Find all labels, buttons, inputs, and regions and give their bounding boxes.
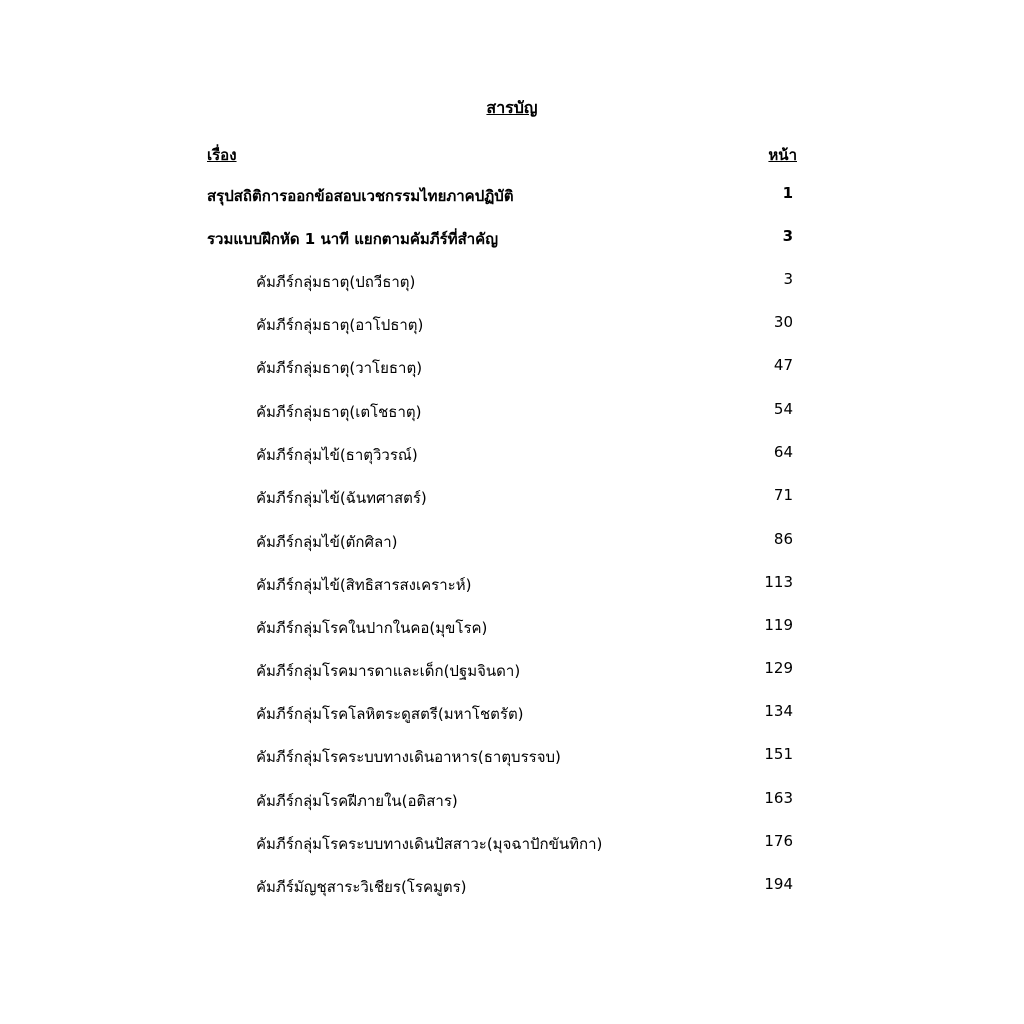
toc-item-row bbox=[0, 356, 1024, 380]
toc-item-page: 113 bbox=[764, 573, 793, 591]
toc-item-label: คัมภีร์กลุ่มธาตุ(ปถวีธาตุ) bbox=[256, 273, 416, 291]
toc-item-page: 64 bbox=[773, 443, 793, 461]
toc-item-page: 54 bbox=[773, 400, 793, 418]
toc-item-label: คัมภีร์กลุ่มไข้(สิทธิสารสงเคราะห์) bbox=[256, 576, 472, 594]
toc-item-page: 151 bbox=[764, 745, 793, 763]
toc-item-label: คัมภีร์กลุ่มไข้(ฉันทศาสตร์) bbox=[256, 489, 427, 507]
toc-item-row bbox=[0, 573, 1024, 597]
toc-item-label: คัมภีร์กลุ่มไข้(ธาตุวิวรณ์) bbox=[256, 446, 418, 464]
toc-item-row bbox=[0, 313, 1024, 337]
toc-item-row bbox=[0, 486, 1024, 510]
toc-item-page: 194 bbox=[764, 875, 793, 893]
toc-item-label: คัมภีร์กลุ่มไข้(ตักศิลา) bbox=[256, 533, 398, 551]
toc-item-label: คัมภีร์กลุ่มโรคมารดาและเด็ก(ปฐมจินดา) bbox=[256, 662, 521, 680]
toc-header-row bbox=[0, 143, 1024, 167]
toc-section-page: 3 bbox=[782, 227, 793, 245]
toc-item-row bbox=[0, 530, 1024, 554]
toc-item-page: 119 bbox=[764, 616, 793, 634]
toc-item-page: 134 bbox=[764, 702, 793, 720]
toc-item-label: คัมภีร์กลุ่มธาตุ(เตโชธาตุ) bbox=[256, 403, 422, 421]
toc-item-row bbox=[0, 443, 1024, 467]
toc-item-row bbox=[0, 789, 1024, 813]
toc-item-label: คัมภีร์กลุ่มโรคระบบทางเดินอาหาร(ธาตุบรรจบ) bbox=[256, 748, 561, 766]
toc-item-row bbox=[0, 400, 1024, 424]
toc-item-row bbox=[0, 702, 1024, 726]
toc-item-row bbox=[0, 745, 1024, 769]
toc-section-page: 1 bbox=[782, 184, 793, 202]
toc-item-page: 86 bbox=[773, 530, 793, 548]
toc-item-page: 3 bbox=[783, 270, 793, 288]
toc-item-label: คัมภีร์กลุ่มธาตุ(วาโยธาตุ) bbox=[256, 359, 423, 377]
toc-item-label: คัมภีร์มัญชุสาระวิเชียร(โรคมูตร) bbox=[256, 878, 467, 896]
page-title: สารบัญ bbox=[486, 98, 538, 117]
toc-item-page: 163 bbox=[764, 789, 793, 807]
toc-item-row bbox=[0, 616, 1024, 640]
toc-item-row bbox=[0, 659, 1024, 683]
toc-section-row bbox=[0, 184, 1024, 208]
toc-item-label: คัมภีร์กลุ่มโรคระบบทางเดินปัสสาวะ(มุจฉาปักขันทิกา) bbox=[256, 835, 603, 853]
toc-item-row bbox=[0, 832, 1024, 856]
toc-section-label: สรุปสถิติการออกข้อสอบเวชกรรมไทยภาคปฏิบัติ bbox=[207, 187, 514, 205]
toc-item-page: 176 bbox=[764, 832, 793, 850]
toc-item-label: คัมภีร์กลุ่มธาตุ(อาโปธาตุ) bbox=[256, 316, 424, 334]
page-column-header: หน้า bbox=[768, 146, 797, 164]
toc-item-row bbox=[0, 875, 1024, 899]
toc-section-label: รวมแบบฝึกหัด 1 นาที แยกตามคัมภีร์ที่สำคัญ bbox=[207, 230, 498, 248]
toc-item-page: 129 bbox=[764, 659, 793, 677]
toc-item-row bbox=[0, 270, 1024, 294]
subject-column-header: เรื่อง bbox=[207, 146, 237, 164]
toc-item-page: 30 bbox=[773, 313, 793, 331]
toc-item-page: 47 bbox=[773, 356, 793, 374]
toc-item-label: คัมภีร์กลุ่มโรคฝีภายใน(อติสาร) bbox=[256, 792, 458, 810]
toc-item-label: คัมภีร์กลุ่มโรคในปากในคอ(มุขโรค) bbox=[256, 619, 488, 637]
toc-item-label: คัมภีร์กลุ่มโรคโลหิตระดูสตรี(มหาโชตรัต) bbox=[256, 705, 524, 723]
toc-item-page: 71 bbox=[773, 486, 793, 504]
toc-section-row bbox=[0, 227, 1024, 251]
